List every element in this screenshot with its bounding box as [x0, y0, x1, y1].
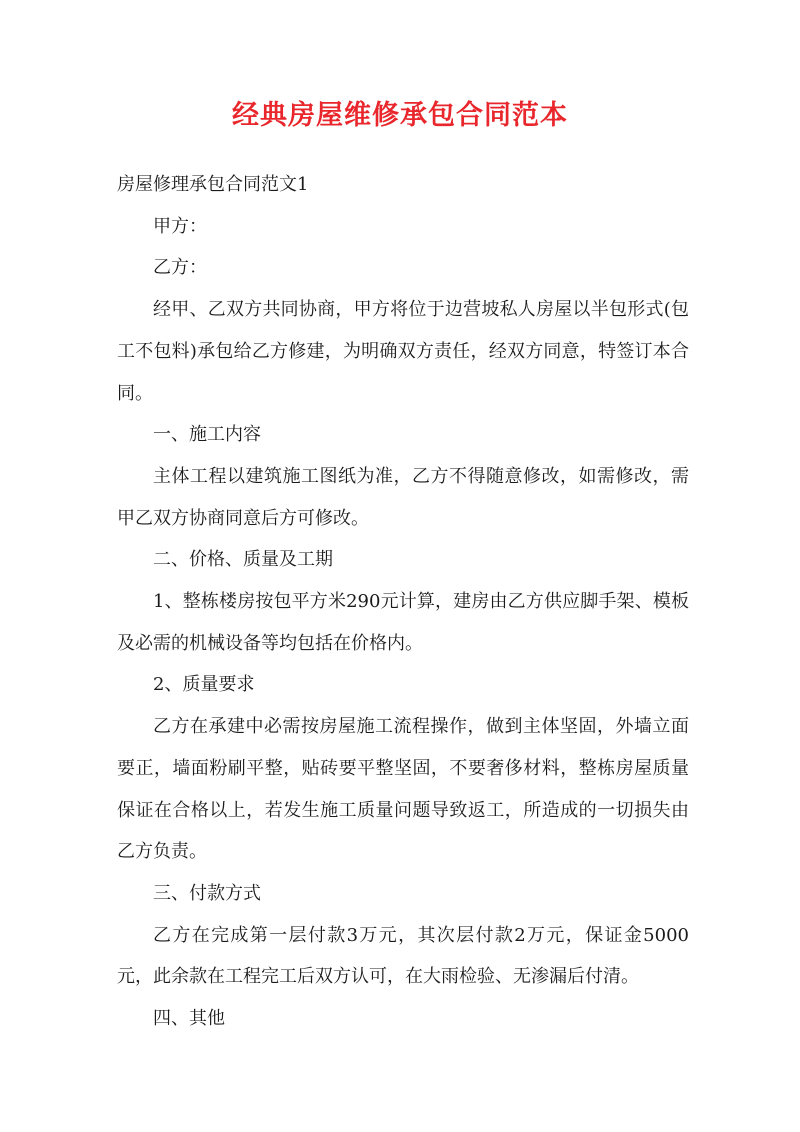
party-b-line: 乙方：	[153, 257, 207, 279]
clause-heading: 一、施工内容	[153, 424, 261, 446]
paragraph: 主体工程以建筑施工图纸为准，乙方不得随意修改，如需修改，需甲乙双方协商同意后方可修改。	[117, 465, 689, 529]
clause-heading: 三、付款方式	[153, 882, 261, 904]
clause-heading: 四、其他	[153, 1008, 225, 1030]
section-heading: 房屋修理承包合同范文1	[117, 174, 309, 195]
paragraph: 乙方在承建中必需按房屋施工流程操作，做到主体坚固，外墙立面要正，墙面粉刷平整，贴砖要平整坚固，不要奢侈材料，整栋房屋质量保证在合格以上，若发生施工质量问题导致返工，所造成的一切损失由乙方负责。	[117, 716, 689, 863]
clause-heading: 2、质量要求	[153, 674, 255, 696]
paragraph: 经甲、乙双方共同协商，甲方将位于边营坡私人房屋以半包形式(包工不包料)承包给乙方修建，为明确双方责任，经双方同意，特签订本合同。	[117, 299, 689, 404]
document-body	[117, 164, 689, 1040]
party-a-line: 甲方：	[153, 215, 207, 237]
clause-heading: 二、价格、质量及工期	[153, 549, 333, 571]
paragraph: 1、整栋楼房按包平方米290元计算，建房由乙方供应脚手架、模板及必需的机械设备等均包括在价格内。	[117, 591, 689, 654]
document-title: 经典房屋维修承包合同范本	[232, 100, 568, 131]
paragraph: 乙方在完成第一层付款3万元，其次层付款2万元，保证金5000元，此余款在工程完工后双方认可，在大雨检验、无渗漏后付清。	[117, 924, 689, 988]
